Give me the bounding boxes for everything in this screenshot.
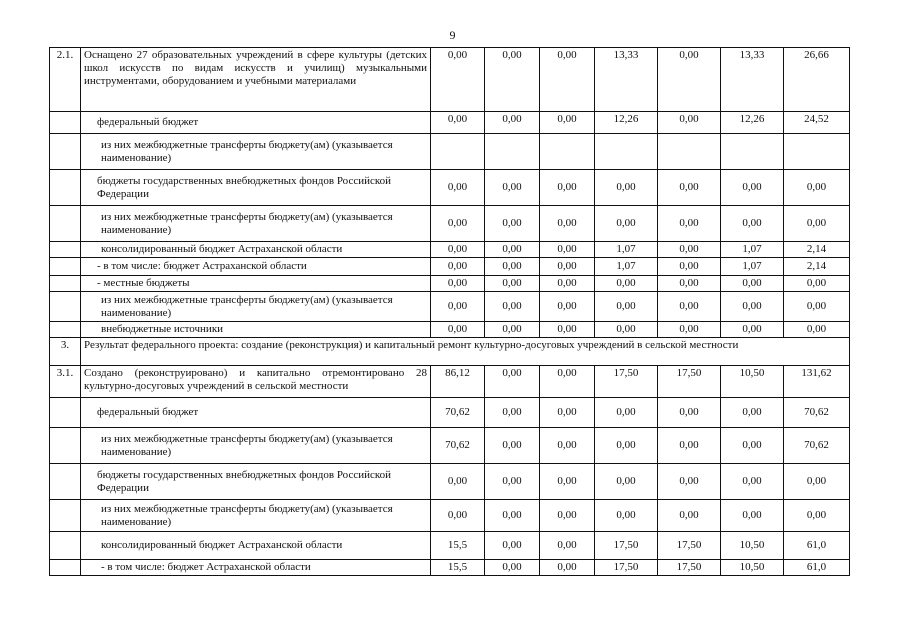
value-cell: 17,50: [658, 532, 721, 560]
value-cell: 0,00: [485, 322, 540, 338]
value-cell: [658, 134, 721, 170]
value-cell: 0,00: [485, 276, 540, 292]
table-row: [50, 560, 850, 576]
row-label-cell: из них межбюджетные трансферты бюджету(ам) (указывается наименование): [81, 292, 431, 322]
value-cell: 0,00: [431, 48, 485, 112]
value-cell: 0,00: [658, 500, 721, 532]
value-cell: 61,0: [784, 560, 850, 576]
value-cell: 0,00: [721, 428, 784, 464]
row-label-cell: из них межбюджетные трансферты бюджету(ам) (указывается наименование): [81, 428, 431, 464]
row-label-cell: консолидированный бюджет Астраханской области: [81, 532, 431, 560]
value-cell: 0,00: [721, 170, 784, 206]
value-cell: 0,00: [721, 276, 784, 292]
table-row: [50, 206, 850, 242]
table-row: [50, 258, 850, 276]
table-row: [50, 112, 850, 134]
value-cell: 0,00: [658, 322, 721, 338]
row-label-cell: из них межбюджетные трансферты бюджету(ам) (указывается наименование): [81, 134, 431, 170]
value-cell: 0,00: [721, 500, 784, 532]
value-cell: 0,00: [658, 242, 721, 258]
value-cell: 0,00: [784, 464, 850, 500]
row-index-cell: [50, 322, 81, 338]
row-label-cell: - в том числе: бюджет Астраханской области: [81, 560, 431, 576]
row-index-cell: [50, 560, 81, 576]
value-cell: 13,33: [595, 48, 658, 112]
value-cell: 0,00: [595, 500, 658, 532]
value-cell: [784, 134, 850, 170]
value-cell: 0,00: [540, 258, 595, 276]
value-cell: 0,00: [658, 48, 721, 112]
budget-table: [49, 47, 850, 576]
value-cell: 0,00: [784, 322, 850, 338]
value-cell: 12,26: [595, 112, 658, 134]
row-label-cell: - местные бюджеты: [81, 276, 431, 292]
value-cell: 0,00: [431, 112, 485, 134]
value-cell: 1,07: [721, 242, 784, 258]
value-cell: 0,00: [485, 428, 540, 464]
value-cell: 0,00: [721, 292, 784, 322]
row-index-cell: 2.1.: [50, 48, 81, 112]
value-cell: 17,50: [658, 560, 721, 576]
row-index-cell: [50, 134, 81, 170]
table-row: [50, 398, 850, 428]
row-label-cell: внебюджетные источники: [81, 322, 431, 338]
value-cell: 0,00: [485, 48, 540, 112]
row-index-cell: 3.: [50, 338, 81, 366]
value-cell: 0,00: [595, 276, 658, 292]
value-cell: 0,00: [485, 242, 540, 258]
row-label-cell: федеральный бюджет: [81, 112, 431, 134]
table-row: [50, 366, 850, 398]
value-cell: 0,00: [540, 428, 595, 464]
value-cell: 0,00: [485, 398, 540, 428]
value-cell: 1,07: [595, 242, 658, 258]
value-cell: 0,00: [431, 258, 485, 276]
value-cell: 70,62: [431, 428, 485, 464]
value-cell: 0,00: [485, 258, 540, 276]
value-cell: 0,00: [485, 532, 540, 560]
value-cell: 70,62: [784, 428, 850, 464]
value-cell: 70,62: [784, 398, 850, 428]
table-row: [50, 48, 850, 112]
value-cell: 0,00: [431, 206, 485, 242]
value-cell: 0,00: [540, 532, 595, 560]
value-cell: 0,00: [595, 428, 658, 464]
value-cell: 0,00: [485, 206, 540, 242]
row-index-cell: [50, 206, 81, 242]
row-index-cell: [50, 500, 81, 532]
value-cell: 0,00: [431, 500, 485, 532]
value-cell: [721, 134, 784, 170]
value-cell: 0,00: [431, 464, 485, 500]
value-cell: 0,00: [784, 292, 850, 322]
value-cell: 0,00: [540, 366, 595, 398]
value-cell: 0,00: [658, 398, 721, 428]
value-cell: 0,00: [540, 206, 595, 242]
value-cell: 0,00: [485, 292, 540, 322]
value-cell: 10,50: [721, 366, 784, 398]
value-cell: 86,12: [431, 366, 485, 398]
value-cell: 0,00: [595, 322, 658, 338]
row-index-cell: [50, 398, 81, 428]
row-index-cell: [50, 428, 81, 464]
row-label-cell: Оснащено 27 образовательных учреждений в сфере культуры (детских школ искусств по видам искусств и училищ) музыкальными инструментами, оборудованием и учебными материалами: [81, 48, 431, 112]
value-cell: 12,26: [721, 112, 784, 134]
value-cell: 15,5: [431, 560, 485, 576]
value-cell: 0,00: [658, 428, 721, 464]
table-row: [50, 464, 850, 500]
value-cell: 17,50: [595, 560, 658, 576]
value-cell: 0,00: [431, 242, 485, 258]
value-cell: 0,00: [431, 292, 485, 322]
row-label-cell: консолидированный бюджет Астраханской области: [81, 242, 431, 258]
value-cell: 0,00: [431, 170, 485, 206]
value-cell: 0,00: [485, 560, 540, 576]
value-cell: 17,50: [658, 366, 721, 398]
value-cell: 10,50: [721, 532, 784, 560]
row-label-cell: Создано (реконструировано) и капитально отремонтировано 28 культурно-досуговых учреждений в сельской местности: [81, 366, 431, 398]
row-index-cell: [50, 112, 81, 134]
value-cell: 0,00: [485, 366, 540, 398]
value-cell: 0,00: [485, 500, 540, 532]
value-cell: 0,00: [540, 242, 595, 258]
value-cell: 0,00: [485, 112, 540, 134]
value-cell: 70,62: [431, 398, 485, 428]
row-label-cell: бюджеты государственных внебюджетных фондов Российской Федерации: [81, 464, 431, 500]
value-cell: 0,00: [540, 322, 595, 338]
table-row: [50, 338, 850, 366]
value-cell: 0,00: [658, 292, 721, 322]
value-cell: 0,00: [485, 170, 540, 206]
value-cell: 0,00: [784, 170, 850, 206]
value-cell: 0,00: [540, 560, 595, 576]
value-cell: 61,0: [784, 532, 850, 560]
value-cell: 0,00: [595, 170, 658, 206]
row-label-cell: федеральный бюджет: [81, 398, 431, 428]
value-cell: 0,00: [540, 48, 595, 112]
value-cell: 17,50: [595, 366, 658, 398]
value-cell: 0,00: [658, 464, 721, 500]
value-cell: 0,00: [658, 170, 721, 206]
row-label-cell: из них межбюджетные трансферты бюджету(ам) (указывается наименование): [81, 500, 431, 532]
value-cell: 24,52: [784, 112, 850, 134]
value-cell: 0,00: [721, 464, 784, 500]
value-cell: 0,00: [431, 276, 485, 292]
row-index-cell: [50, 242, 81, 258]
value-cell: 0,00: [721, 398, 784, 428]
value-cell: 10,50: [721, 560, 784, 576]
value-cell: [431, 134, 485, 170]
value-cell: 131,62: [784, 366, 850, 398]
row-label-cell: - в том числе: бюджет Астраханской области: [81, 258, 431, 276]
value-cell: [595, 134, 658, 170]
value-cell: 0,00: [595, 292, 658, 322]
row-label-cell: бюджеты государственных внебюджетных фондов Российской Федерации: [81, 170, 431, 206]
table-row: [50, 134, 850, 170]
table-row: [50, 242, 850, 258]
row-index-cell: [50, 276, 81, 292]
value-cell: 0,00: [658, 258, 721, 276]
section-title-cell: Результат федерального проекта: создание (реконструкция) и капитальный ремонт культурно-досуговых учреждений в сельской местности: [81, 338, 850, 366]
value-cell: 0,00: [595, 464, 658, 500]
value-cell: 0,00: [540, 500, 595, 532]
value-cell: 0,00: [784, 276, 850, 292]
value-cell: 2,14: [784, 242, 850, 258]
value-cell: 0,00: [784, 206, 850, 242]
table-row: [50, 532, 850, 560]
value-cell: 0,00: [540, 464, 595, 500]
value-cell: [485, 134, 540, 170]
table-row: [50, 428, 850, 464]
value-cell: 15,5: [431, 532, 485, 560]
value-cell: 0,00: [540, 292, 595, 322]
value-cell: 0,00: [658, 276, 721, 292]
row-index-cell: [50, 464, 81, 500]
value-cell: 0,00: [658, 112, 721, 134]
value-cell: 1,07: [595, 258, 658, 276]
table-row: [50, 322, 850, 338]
value-cell: 0,00: [658, 206, 721, 242]
value-cell: 26,66: [784, 48, 850, 112]
value-cell: 0,00: [540, 398, 595, 428]
value-cell: 0,00: [721, 206, 784, 242]
row-index-cell: [50, 532, 81, 560]
value-cell: 0,00: [485, 464, 540, 500]
value-cell: 0,00: [721, 322, 784, 338]
row-index-cell: 3.1.: [50, 366, 81, 398]
row-index-cell: [50, 292, 81, 322]
value-cell: 0,00: [784, 500, 850, 532]
value-cell: 0,00: [431, 322, 485, 338]
value-cell: 0,00: [540, 170, 595, 206]
value-cell: 0,00: [540, 112, 595, 134]
value-cell: 1,07: [721, 258, 784, 276]
table-row: [50, 500, 850, 532]
table-row: [50, 170, 850, 206]
table-row: [50, 292, 850, 322]
value-cell: 0,00: [540, 276, 595, 292]
value-cell: [540, 134, 595, 170]
table-body: [50, 48, 850, 576]
value-cell: 0,00: [595, 398, 658, 428]
value-cell: 0,00: [595, 206, 658, 242]
value-cell: 17,50: [595, 532, 658, 560]
value-cell: 13,33: [721, 48, 784, 112]
value-cell: 2,14: [784, 258, 850, 276]
row-index-cell: [50, 258, 81, 276]
table-row: [50, 276, 850, 292]
page-number: 9: [449, 28, 456, 42]
row-index-cell: [50, 170, 81, 206]
row-label-cell: из них межбюджетные трансферты бюджету(ам) (указывается наименование): [81, 206, 431, 242]
